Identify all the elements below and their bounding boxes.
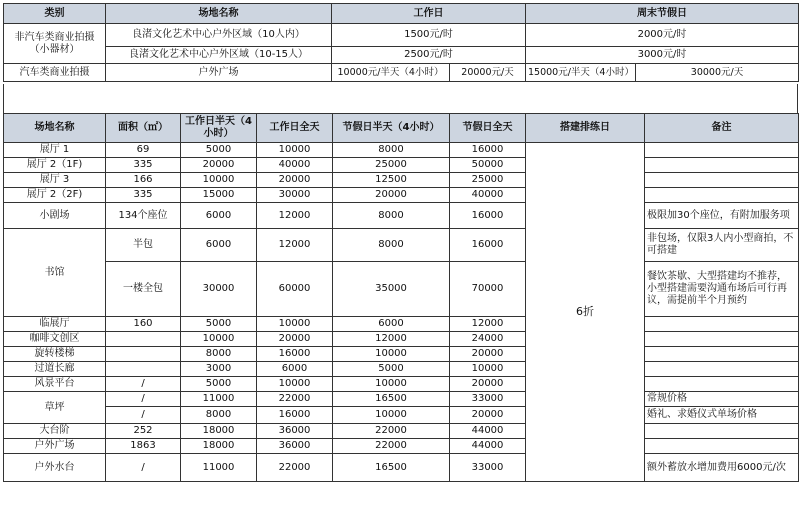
weekday-full-cell: 22000 (257, 454, 333, 482)
holiday-full-cell: 10000 (450, 362, 526, 377)
holiday-half-cell: 10000 (333, 377, 450, 392)
weekday-half-cell: 20000 (181, 158, 257, 173)
weekday-half-cell: 8000 (181, 407, 257, 424)
weekday-full-cell: 6000 (257, 362, 333, 377)
holiday-half-cell: 22000 (333, 439, 450, 454)
venue-name-cell: 展厅 2（1F) (4, 158, 106, 173)
holiday-half-cell: 6000 (333, 317, 450, 332)
remark-cell (645, 188, 799, 203)
table-row (4, 229, 799, 262)
table-row (4, 392, 799, 407)
holiday-full-cell: 24000 (450, 332, 526, 347)
area-cell: / (106, 392, 181, 407)
venue-name-cell: 大台阶 (4, 424, 106, 439)
table-row (4, 262, 799, 317)
area-cell: 335 (106, 158, 181, 173)
weekday-full-cell: 60000 (257, 262, 333, 317)
weekday-full-cell: 36000 (257, 439, 333, 454)
remark-cell (645, 424, 799, 439)
area-cell: 1863 (106, 439, 181, 454)
area-cell: / (106, 454, 181, 482)
holiday-half-cell: 22000 (333, 424, 450, 439)
remark-cell (645, 377, 799, 392)
weekday-full-cell: 36000 (257, 424, 333, 439)
remark-cell (645, 347, 799, 362)
weekend-full-price-cell: 30000元/天 (636, 64, 799, 82)
header-holiday-half: 节假日半天（4小时） (333, 114, 450, 143)
holiday-full-cell: 44000 (450, 439, 526, 454)
area-cell: 半包 (106, 229, 181, 262)
weekday-half-cell: 5000 (181, 317, 257, 332)
header-setup: 搭建排练日 (526, 114, 645, 143)
venue-header-row (4, 114, 799, 143)
holiday-half-cell: 35000 (333, 262, 450, 317)
weekday-full-cell: 30000 (257, 188, 333, 203)
area-cell: / (106, 407, 181, 424)
table-row (4, 362, 799, 377)
remark-cell: 非包场，仅限3人内小型商拍，不可搭建 (645, 229, 799, 262)
table-row (4, 424, 799, 439)
weekday-half-cell: 11000 (181, 392, 257, 407)
holiday-half-cell: 8000 (333, 203, 450, 229)
holiday-full-cell: 33000 (450, 454, 526, 482)
venue-name-cell: 展厅 2（2F) (4, 188, 106, 203)
table-row (4, 439, 799, 454)
venue-name-cell: 展厅 3 (4, 173, 106, 188)
table-row (4, 454, 799, 482)
remark-cell (645, 317, 799, 332)
holiday-half-cell: 25000 (333, 158, 450, 173)
holiday-full-cell: 50000 (450, 158, 526, 173)
weekday-full-cell: 20000 (257, 173, 333, 188)
venue-name-cell: 过道长廊 (4, 362, 106, 377)
venue-name-cell: 展厅 1 (4, 143, 106, 158)
remark-cell (645, 332, 799, 347)
header-weekday-full: 工作日全天 (257, 114, 333, 143)
area-cell (106, 347, 181, 362)
holiday-half-cell: 20000 (333, 188, 450, 203)
weekday-full-cell: 20000 (257, 332, 333, 347)
table-row (4, 347, 799, 362)
weekday-half-cell: 18000 (181, 439, 257, 454)
weekday-full-cell: 12000 (257, 229, 333, 262)
weekday-full-cell: 22000 (257, 392, 333, 407)
auto-category-cell: 汽车类商业拍摄 (4, 64, 106, 82)
holiday-half-cell: 5000 (333, 362, 450, 377)
venue-price-table (3, 113, 799, 482)
weekday-full-cell: 10000 (257, 317, 333, 332)
blank-separator (3, 84, 798, 113)
weekday-full-cell: 10000 (257, 143, 333, 158)
area-cell: 69 (106, 143, 181, 158)
holiday-half-cell: 8000 (333, 229, 450, 262)
remark-cell: 餐饮茶歇、大型搭建均不推荐，小型搭建需要沟通布场后可行再议，需提前半个月预约 (645, 262, 799, 317)
weekday-half-cell: 11000 (181, 454, 257, 482)
holiday-full-cell: 33000 (450, 392, 526, 407)
remark-cell: 婚礼、求婚仪式单场价格 (645, 407, 799, 424)
holiday-full-cell: 16000 (450, 229, 526, 262)
remark-cell (645, 173, 799, 188)
shooting-price-table (3, 3, 799, 82)
remark-cell (645, 143, 799, 158)
weekday-half-cell: 6000 (181, 203, 257, 229)
table-row (4, 203, 799, 229)
weekday-price-cell: 2500元/时 (332, 47, 526, 64)
area-cell: 335 (106, 188, 181, 203)
header-weekday-half: 工作日半天（4小时） (181, 114, 257, 143)
header-name: 场地名称 (4, 114, 106, 143)
remark-cell: 额外蓄放水增加费用6000元/次 (645, 454, 799, 482)
venue-name-cell: 书馆 (4, 229, 106, 317)
weekday-half-cell: 8000 (181, 347, 257, 362)
weekday-full-price-cell: 20000元/天 (450, 64, 526, 82)
venue-name-cell: 风景平台 (4, 377, 106, 392)
table-row (4, 188, 799, 203)
weekday-full-cell: 40000 (257, 158, 333, 173)
holiday-full-cell: 16000 (450, 203, 526, 229)
table-row (4, 64, 799, 82)
weekday-full-cell: 16000 (257, 407, 333, 424)
top-header-row (4, 4, 799, 24)
weekday-full-cell: 10000 (257, 377, 333, 392)
setup-discount-cell: 6折 (526, 143, 645, 482)
weekday-half-cell: 3000 (181, 362, 257, 377)
holiday-half-cell: 16500 (333, 454, 450, 482)
weekday-half-cell: 15000 (181, 188, 257, 203)
remark-cell (645, 362, 799, 377)
venue-cell: 户外广场 (106, 64, 332, 82)
table-row (4, 24, 799, 47)
holiday-full-cell: 16000 (450, 143, 526, 158)
weekday-half-cell: 18000 (181, 424, 257, 439)
table-row (4, 317, 799, 332)
weekday-half-cell: 6000 (181, 229, 257, 262)
venue-name-cell: 草坪 (4, 392, 106, 424)
area-cell: 134个座位 (106, 203, 181, 229)
area-cell: 一楼全包 (106, 262, 181, 317)
remark-cell (645, 439, 799, 454)
holiday-full-cell: 44000 (450, 424, 526, 439)
remark-cell: 常规价格 (645, 392, 799, 407)
venue-name-cell: 旋转楼梯 (4, 347, 106, 362)
header-weekday: 工作日 (332, 4, 526, 24)
weekday-half-price-cell: 10000元/半天（4小时） (332, 64, 450, 82)
holiday-full-cell: 20000 (450, 407, 526, 424)
weekday-half-cell: 10000 (181, 332, 257, 347)
remark-cell (645, 158, 799, 173)
weekday-half-cell: 5000 (181, 377, 257, 392)
holiday-half-cell: 8000 (333, 143, 450, 158)
weekend-half-price-cell: 15000元/半天（4小时） (526, 64, 636, 82)
non-auto-category-cell: 非汽车类商业拍摄（小器材） (4, 24, 106, 64)
venue-name-cell: 户外水台 (4, 454, 106, 482)
area-cell (106, 362, 181, 377)
venue-cell: 良渚文化艺术中心户外区域（10人内） (106, 24, 332, 47)
area-cell: 166 (106, 173, 181, 188)
area-cell: / (106, 377, 181, 392)
remark-cell: 极限加30个座位，有附加服务项 (645, 203, 799, 229)
holiday-full-cell: 25000 (450, 173, 526, 188)
holiday-full-cell: 20000 (450, 347, 526, 362)
holiday-full-cell: 20000 (450, 377, 526, 392)
table-row (4, 47, 799, 64)
header-area: 面积（㎡） (106, 114, 181, 143)
table-row (4, 173, 799, 188)
header-weekend: 周末节假日 (526, 4, 799, 24)
venue-name-cell: 小剧场 (4, 203, 106, 229)
header-venue: 场地名称 (106, 4, 332, 24)
area-cell: 252 (106, 424, 181, 439)
weekend-price-cell: 3000元/时 (526, 47, 799, 64)
table-row (4, 377, 799, 392)
venue-name-cell: 临展厅 (4, 317, 106, 332)
weekday-half-cell: 10000 (181, 173, 257, 188)
holiday-full-cell: 70000 (450, 262, 526, 317)
table-row (4, 407, 799, 424)
weekend-price-cell: 2000元/时 (526, 24, 799, 47)
header-category: 类别 (4, 4, 106, 24)
area-cell (106, 332, 181, 347)
table-row (4, 143, 799, 158)
weekday-full-cell: 16000 (257, 347, 333, 362)
table-row (4, 332, 799, 347)
weekday-full-cell: 12000 (257, 203, 333, 229)
holiday-half-cell: 16500 (333, 392, 450, 407)
holiday-full-cell: 40000 (450, 188, 526, 203)
weekday-half-cell: 30000 (181, 262, 257, 317)
header-remark: 备注 (645, 114, 799, 143)
weekday-price-cell: 1500元/时 (332, 24, 526, 47)
holiday-half-cell: 12500 (333, 173, 450, 188)
venue-cell: 良渚文化艺术中心户外区域（10-15人） (106, 47, 332, 64)
venue-name-cell: 咖啡文创区 (4, 332, 106, 347)
holiday-full-cell: 12000 (450, 317, 526, 332)
header-holiday-full: 节假日全天 (450, 114, 526, 143)
holiday-half-cell: 10000 (333, 407, 450, 424)
holiday-half-cell: 10000 (333, 347, 450, 362)
table-row (4, 158, 799, 173)
area-cell: 160 (106, 317, 181, 332)
venue-name-cell: 户外广场 (4, 439, 106, 454)
holiday-half-cell: 12000 (333, 332, 450, 347)
weekday-half-cell: 5000 (181, 143, 257, 158)
